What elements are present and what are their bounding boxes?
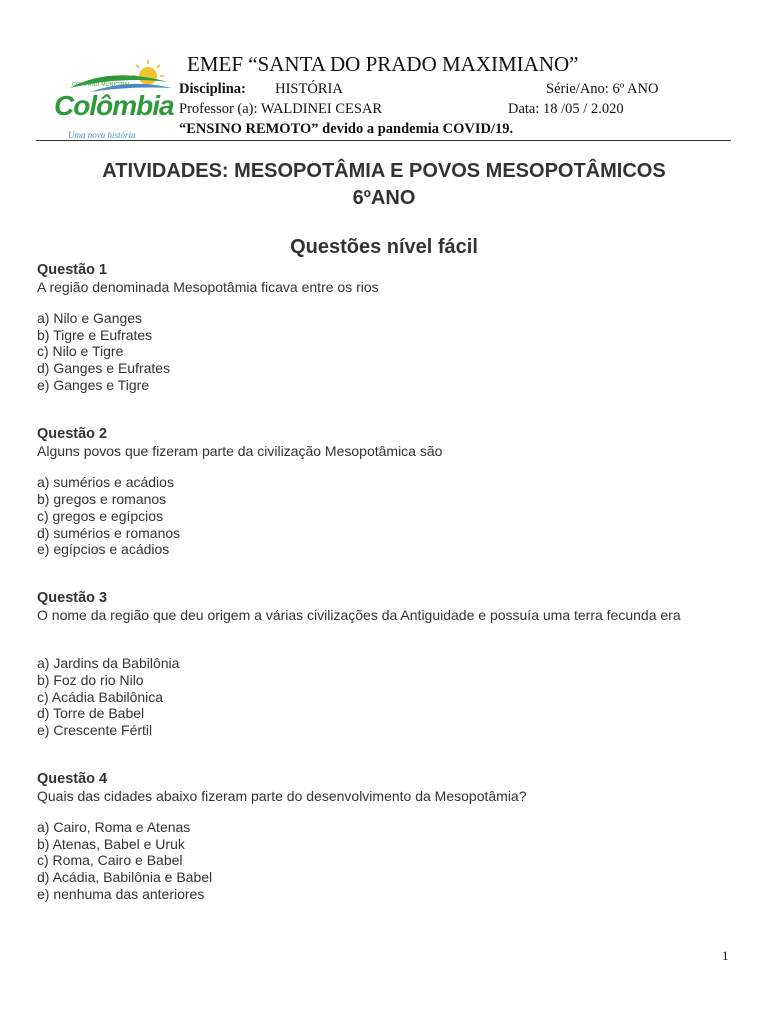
answer-option: e) Ganges e Tigre (37, 377, 150, 393)
activity-title: ATIVIDADES: MESOPOTÂMIA E POVOS MESOPOTÂMICOS (102, 160, 666, 182)
question-label: Questão 3 (37, 590, 108, 606)
answer-option: b) Foz do rio Nilo (37, 672, 144, 688)
discipline-value: HISTÓRIA (275, 81, 343, 97)
question-label: Questão 2 (37, 426, 108, 442)
question-text: O nome da região que deu origem a várias civilizações da Antiguidade e possuía uma terra fecunda era (37, 607, 681, 623)
answer-option: a) Cairo, Roma e Atenas (37, 819, 191, 835)
answer-option: b) Atenas, Babel e Uruk (37, 836, 185, 852)
answer-option: c) Roma, Cairo e Babel (37, 852, 183, 868)
logo-tagline: Uma nova história (68, 130, 136, 140)
answer-option: e) egípcios e acádios (37, 541, 170, 557)
grade-info: Série/Ano: 6º ANO (546, 81, 659, 97)
remote-teaching-note: “ENSINO REMOTO” devido a pandemia COVID/19. (179, 121, 514, 137)
answer-option: d) Acádia, Babilônia e Babel (37, 869, 213, 885)
answer-option: e) Crescente Fértil (37, 722, 153, 738)
logo-city-name: Colômbia (54, 90, 174, 121)
answer-option: c) Acádia Babilônica (37, 689, 164, 705)
school-name: EMEF “SANTA DO PRADO MAXIMIANO” (187, 52, 579, 76)
answer-option: b) gregos e romanos (37, 491, 167, 507)
header-divider (36, 140, 731, 141)
discipline-label: Disciplina: (179, 81, 246, 97)
answer-option: e) nenhuma das anteriores (37, 886, 205, 902)
section-title: Questões nível fácil (290, 236, 478, 258)
question-label: Questão 4 (37, 771, 108, 787)
municipal-logo (50, 56, 174, 140)
answer-option: c) gregos e egípcios (37, 508, 164, 524)
logo-government-text: GOVERNO MUNICIPAL (72, 82, 131, 88)
question-label: Questão 1 (37, 262, 108, 278)
question-text: Alguns povos que fizeram parte da civilização Mesopotâmica são (37, 443, 443, 459)
answer-option: c) Nilo e Tigre (37, 343, 124, 359)
date-info: Data: 18 /05 / 2.020 (508, 101, 624, 117)
question-text: Quais das cidades abaixo fizeram parte do desenvolvimento da Mesopotâmia? (37, 788, 527, 804)
answer-option: d) Torre de Babel (37, 705, 145, 721)
grade-title: 6ºANO (352, 187, 416, 209)
document-header (36, 48, 732, 140)
professor-info: Professor (a): WALDINEI CESAR (179, 101, 383, 117)
answer-option: d) sumérios e romanos (37, 525, 181, 541)
discipline-line (179, 81, 343, 98)
answer-option: d) Ganges e Eufrates (37, 360, 171, 376)
answer-option: a) Jardins da Babilônia (37, 655, 180, 671)
answer-option: a) Nilo e Ganges (37, 310, 143, 326)
answer-option: b) Tigre e Eufrates (37, 327, 153, 343)
page-number: 1 (722, 948, 729, 963)
answer-option: a) sumérios e acádios (37, 474, 174, 490)
question-text: A região denominada Mesopotâmia ficava entre os rios (37, 279, 379, 295)
